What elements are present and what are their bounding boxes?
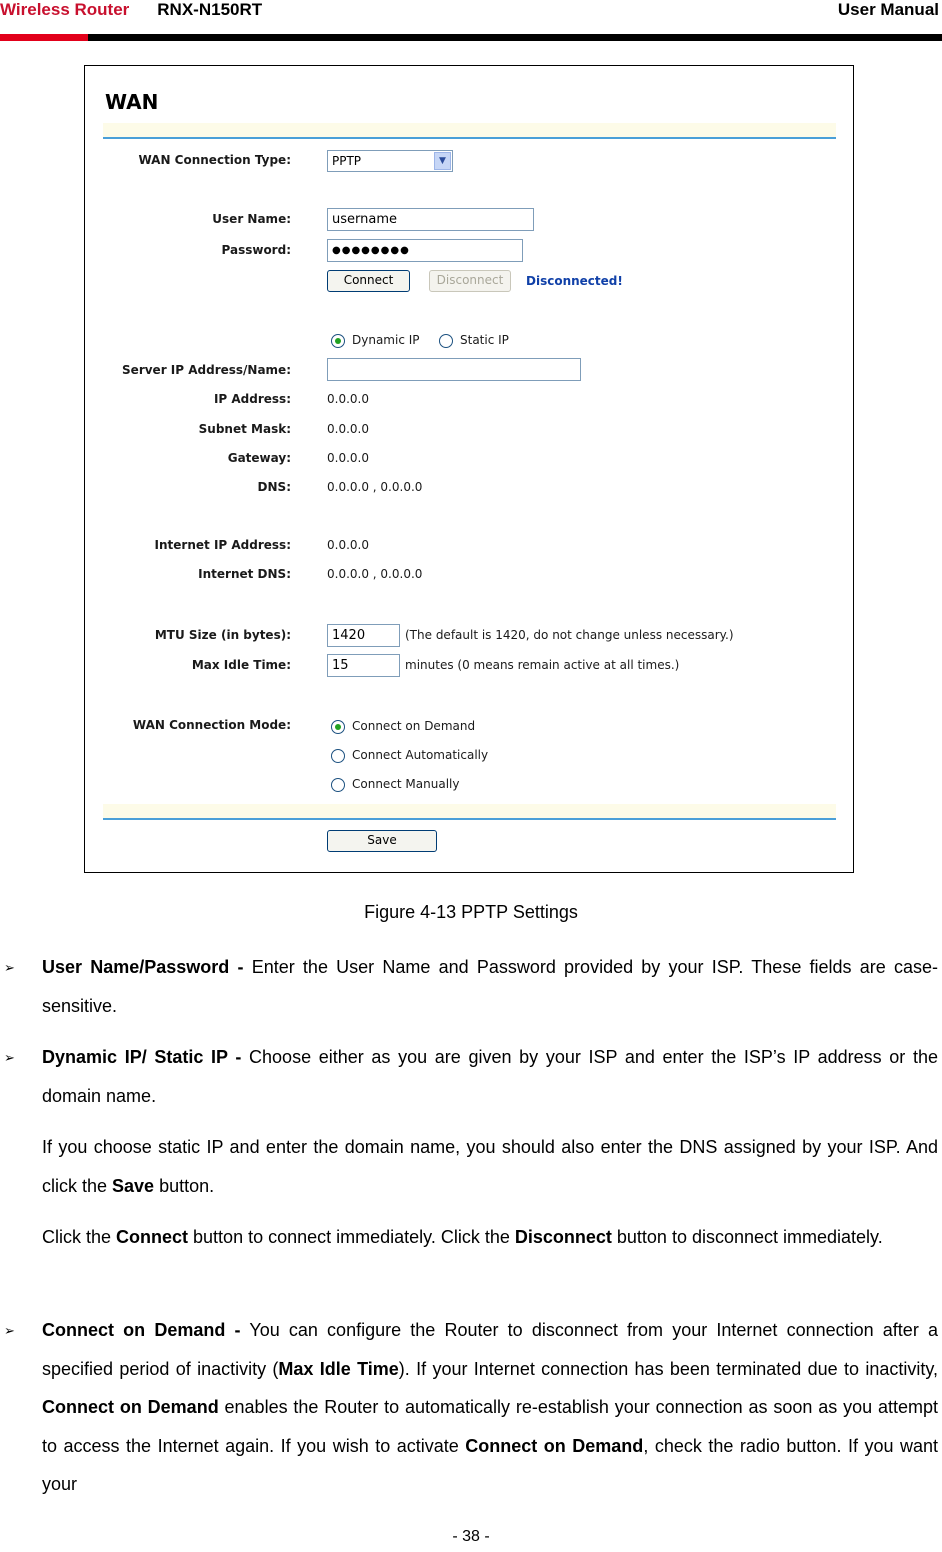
connect-manually-radio[interactable] <box>331 778 345 792</box>
header-rule-black <box>88 34 942 41</box>
chevron-down-icon[interactable]: ▼ <box>434 152 451 170</box>
internet-ip-label: Internet IP Address: <box>154 538 291 552</box>
title-divider <box>103 123 836 139</box>
connect-button[interactable]: Connect <box>327 270 410 292</box>
bottom-divider <box>103 804 836 820</box>
connect-manually-label: Connect Manually <box>352 777 460 791</box>
connect-automatically-label: Connect Automatically <box>352 748 489 762</box>
disconnect-button[interactable]: Disconnect <box>429 270 511 292</box>
mtu-input[interactable]: 1420 <box>327 624 400 647</box>
bullet-icon: ➢ <box>4 1323 15 1338</box>
term-connect-on-demand: Connect on Demand - <box>42 1320 241 1340</box>
internet-dns-label: Internet DNS: <box>198 567 291 581</box>
user-name-label: User Name: <box>212 212 291 226</box>
para-dynamic-static-ip: Dynamic IP/ Static IP - Choose either as you are given by your ISP and enter the ISP’s IP address or the domain name. <box>42 1047 938 1106</box>
max-idle-input[interactable]: 15 <box>327 654 400 677</box>
password-input[interactable]: ●●●●●●●● <box>327 239 523 262</box>
bullet-icon: ➢ <box>4 1050 15 1065</box>
static-ip-label: Static IP <box>460 333 509 347</box>
wan-connection-type-label: WAN Connection Type: <box>138 153 291 167</box>
password-label: Password: <box>221 243 291 257</box>
header-doc-type: User Manual <box>837 0 939 19</box>
static-ip-radio[interactable] <box>439 334 453 348</box>
term-user-name-password: User Name/Password - <box>42 957 244 977</box>
ip-address-value: 0.0.0.0 <box>327 392 369 406</box>
bullet-icon: ➢ <box>4 960 15 975</box>
para-static-ip-note: If you choose static IP and enter the domain name, you should also enter the DNS assigned by your ISP. And click the Save button. <box>42 1137 938 1196</box>
server-ip-input[interactable] <box>327 358 581 381</box>
dns-value: 0.0.0.0 , 0.0.0.0 <box>327 480 423 494</box>
internet-ip-value: 0.0.0.0 <box>327 538 369 552</box>
connect-on-demand-label: Connect on Demand <box>352 719 476 733</box>
wan-settings-figure <box>84 65 854 873</box>
page-header <box>0 0 942 22</box>
para-connect-disconnect: Click the Connect button to connect immediately. Click the Disconnect button to disconnect immediately. <box>42 1227 883 1247</box>
header-brand: Wireless Router <box>0 0 130 19</box>
figure-caption: Figure 4-13 PPTP Settings <box>364 902 578 922</box>
para-connect-on-demand: Connect on Demand - You can configure the Router to disconnect from your Internet connection after a specified period of inactivity (Max Idle Time). If your Internet connection has been terminated due to inactivity, Connect on Demand enables the Router to automatically re-establish your connection as soon as you attempt to access the Internet again. If you wish to activate Connect on Demand, check the radio button. If you want your <box>42 1320 939 1494</box>
ip-address-label: IP Address: <box>213 392 291 406</box>
internet-dns-value: 0.0.0.0 , 0.0.0.0 <box>327 567 423 581</box>
subnet-mask-value: 0.0.0.0 <box>327 422 369 436</box>
wan-connection-mode-label: WAN Connection Mode: <box>132 718 291 732</box>
dynamic-ip-label: Dynamic IP <box>352 333 420 347</box>
header-model: RNX-N150RT <box>157 0 263 19</box>
gateway-label: Gateway: <box>227 451 291 465</box>
server-ip-label: Server IP Address/Name: <box>122 363 291 377</box>
para-user-name-password: User Name/Password - Enter the User Name and Password provided by your ISP. These fields are case-sensitive. <box>42 957 938 1016</box>
wan-connection-type-select[interactable] <box>327 150 453 172</box>
mtu-label: MTU Size (in bytes): <box>154 628 291 642</box>
subnet-mask-label: Subnet Mask: <box>198 422 291 436</box>
connect-automatically-radio[interactable] <box>331 749 345 763</box>
wan-connection-type-value: PPTP <box>332 154 362 168</box>
user-name-input[interactable]: username <box>327 208 534 231</box>
gateway-value: 0.0.0.0 <box>327 451 369 465</box>
connection-status: Disconnected! <box>526 274 623 288</box>
max-idle-label: Max Idle Time: <box>191 658 291 672</box>
mtu-note: (The default is 1420, do not change unless necessary.) <box>405 628 734 642</box>
term-dynamic-static-ip: Dynamic IP/ Static IP - <box>42 1047 242 1067</box>
connect-on-demand-radio[interactable] <box>331 720 345 734</box>
dns-label: DNS: <box>257 480 291 494</box>
max-idle-note: minutes (0 means remain active at all times.) <box>405 658 680 672</box>
save-button[interactable]: Save <box>327 830 437 852</box>
wan-title: WAN <box>105 90 159 114</box>
dynamic-ip-radio[interactable] <box>331 334 345 348</box>
header-rule-red <box>0 34 88 41</box>
page-number: - 38 - <box>452 1528 490 1545</box>
